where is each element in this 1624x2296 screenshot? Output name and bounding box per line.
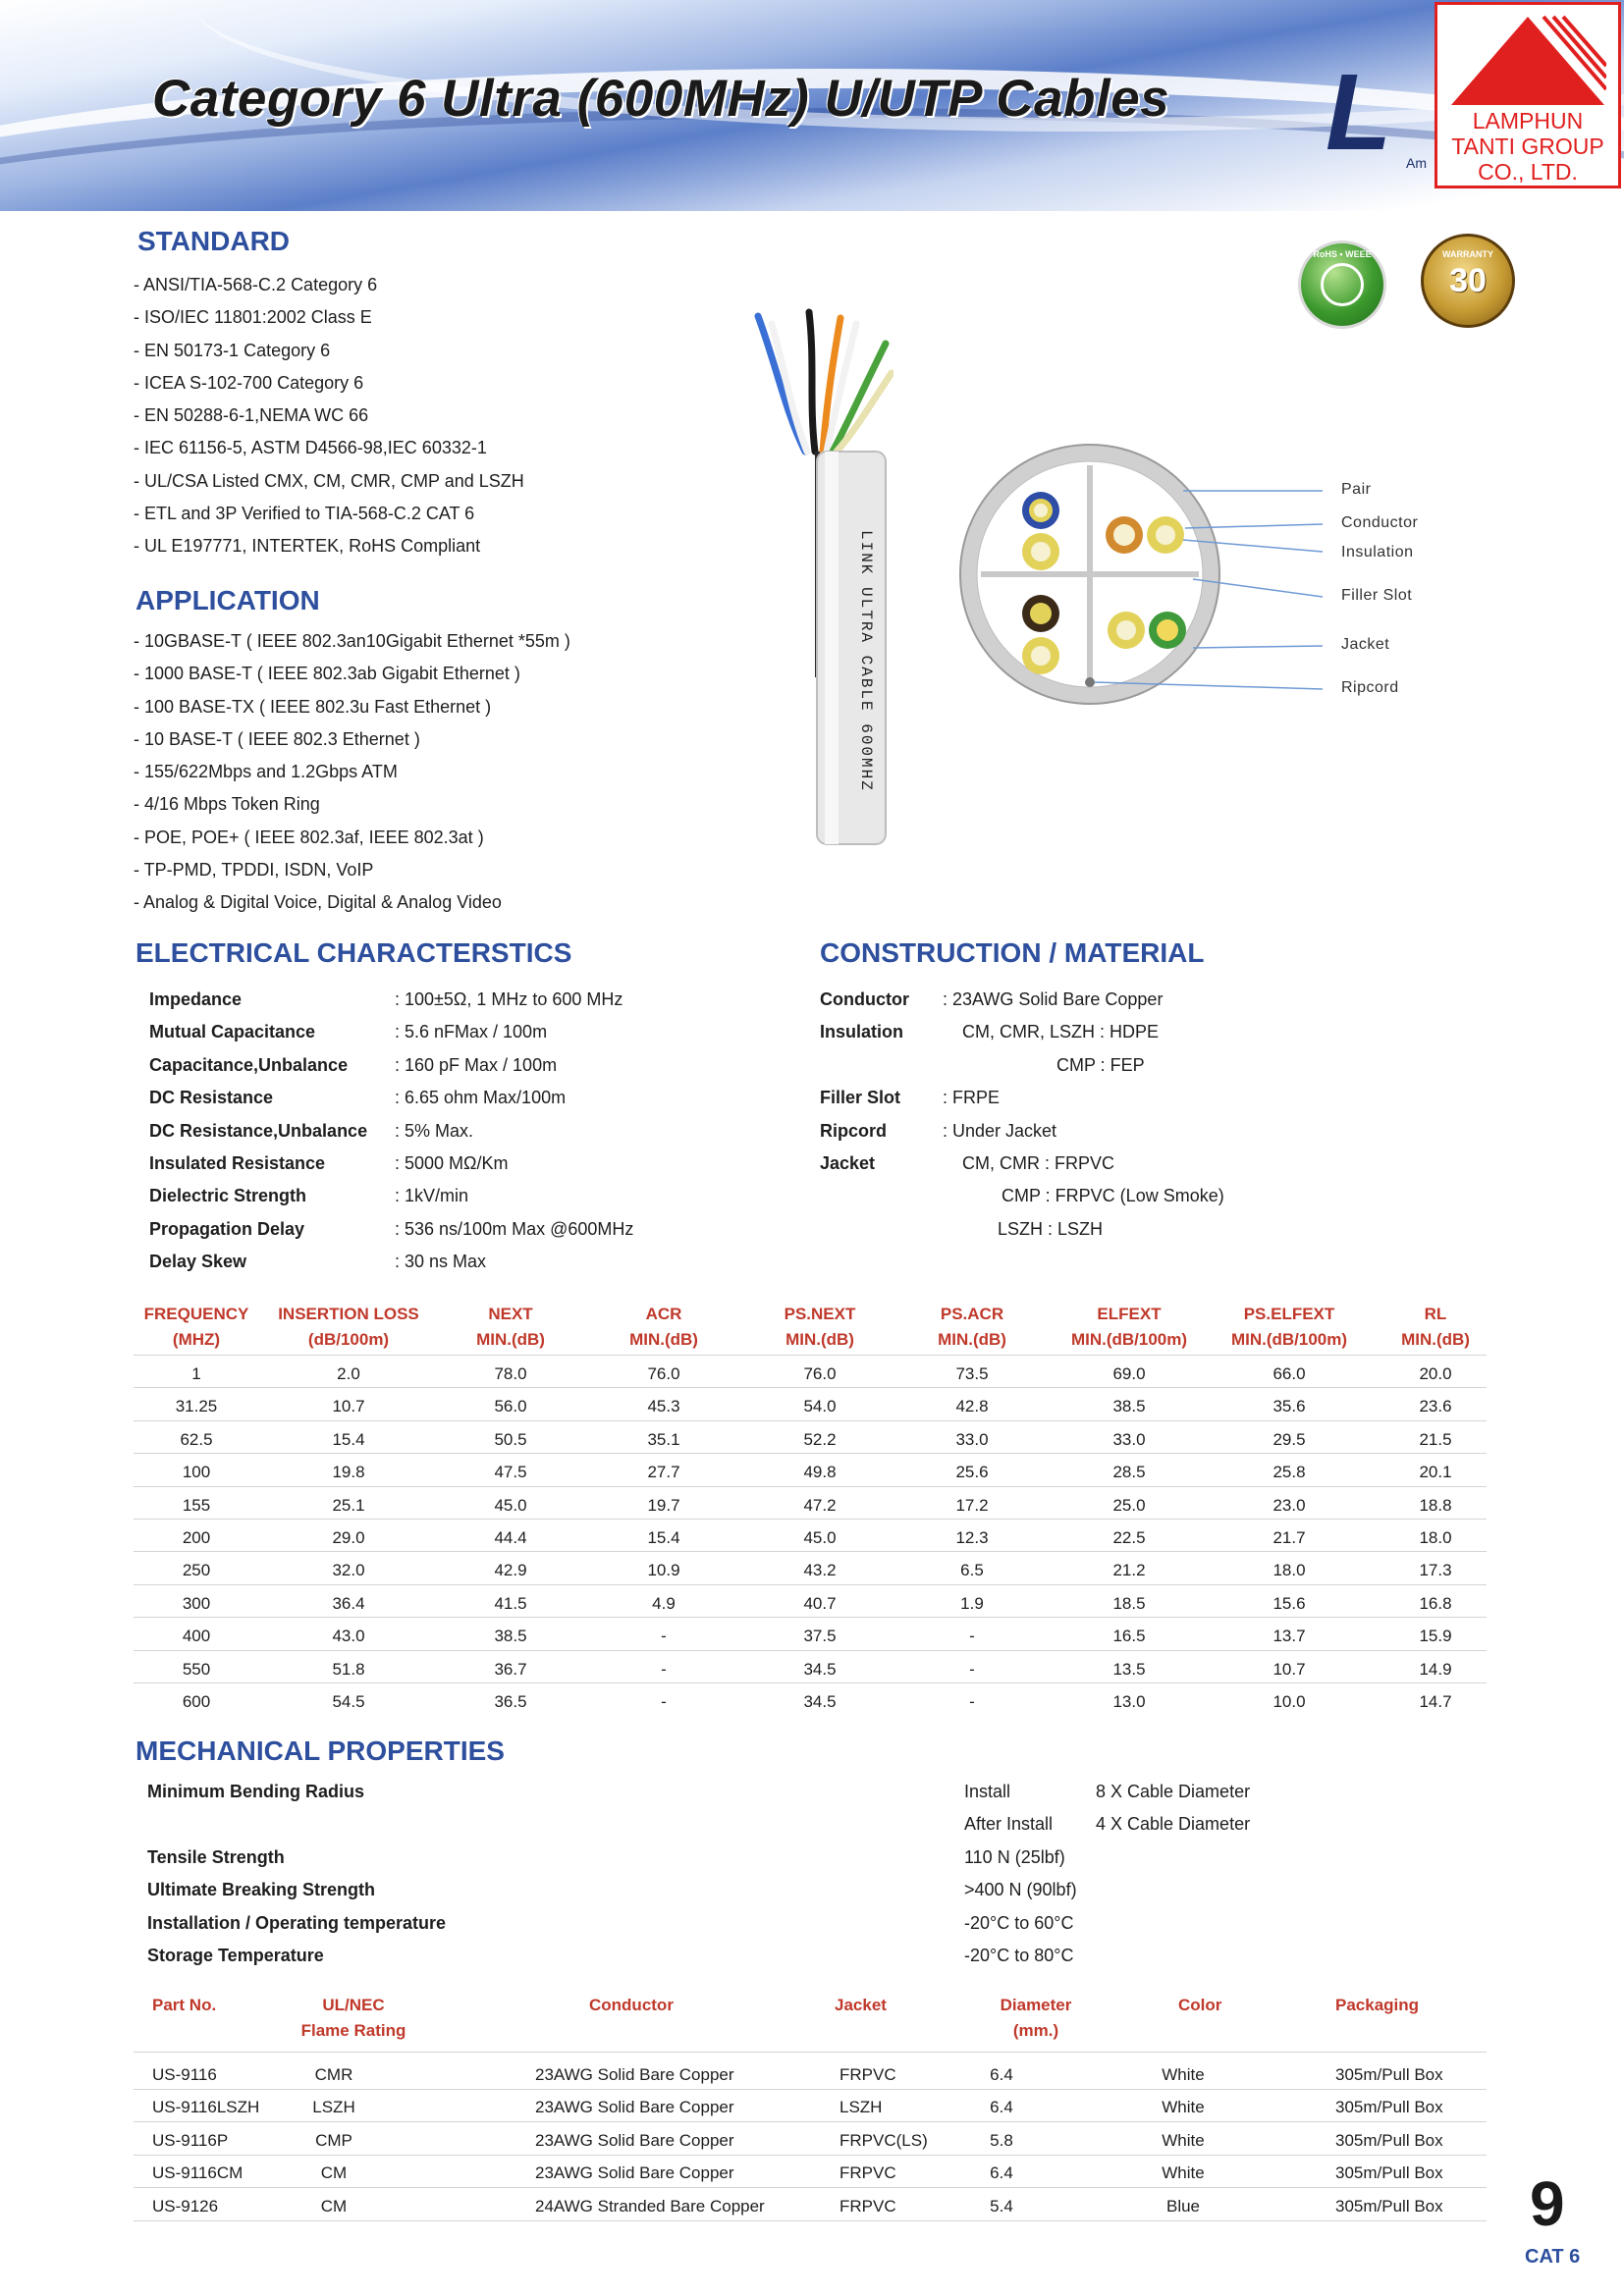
- parts-cell: US-9116: [152, 2065, 217, 2084]
- table-cell: 37.5: [803, 1627, 837, 1646]
- table-row-divider: [134, 1682, 1487, 1683]
- parts-cell: 305m/Pull Box: [1335, 2130, 1443, 2150]
- application-item-text: 1000 BASE-T ( IEEE 802.3ab Gigabit Ethernet ): [144, 664, 520, 684]
- table-header: PS.ELFEXT: [1243, 1305, 1335, 1323]
- company-triangle-icon: [1449, 11, 1606, 107]
- table-row-divider: [134, 1650, 1487, 1651]
- table-cell: 40.7: [803, 1593, 837, 1613]
- standard-title: STANDARD: [137, 226, 291, 256]
- table-cell: 44.4: [494, 1528, 527, 1547]
- warranty-badge: WARRANTY 30: [1421, 234, 1515, 328]
- table-cell: 45.0: [803, 1528, 837, 1547]
- table-row-divider: [134, 1355, 1487, 1356]
- table-cell: 15.4: [332, 1429, 365, 1449]
- parts-cell: 305m/Pull Box: [1335, 2065, 1443, 2084]
- electrical-value: : 100±5Ω, 1 MHz to 600 MHz: [395, 989, 623, 1009]
- mechanical-value-detail: 8 X Cable Diameter: [1096, 1782, 1251, 1801]
- table-cell: -: [661, 1627, 667, 1646]
- standard-item-text: ANSI/TIA-568-C.2 Category 6: [143, 275, 378, 294]
- table-cell: 18.5: [1112, 1593, 1146, 1613]
- table-cell: 21.7: [1272, 1528, 1306, 1547]
- table-cell: 54.0: [803, 1397, 837, 1416]
- parts-cell: LSZH: [312, 2098, 355, 2117]
- table-cell: 2.0: [337, 1364, 360, 1383]
- table-cell: 25.0: [1112, 1495, 1146, 1515]
- electrical-label: Propagation Delay: [149, 1218, 305, 1239]
- table-header-unit: MIN.(dB): [785, 1330, 854, 1349]
- application-item: - 155/622Mbps and 1.2Gbps ATM: [134, 762, 398, 782]
- application-item: - 10 BASE-T ( IEEE 802.3 Ethernet ): [134, 728, 420, 749]
- parts-cell: CM: [320, 2196, 348, 2216]
- table-row-divider: [134, 1584, 1487, 1585]
- standard-item-text: ICEA S-102-700 Category 6: [144, 372, 364, 393]
- table-cell: 1.9: [960, 1593, 984, 1613]
- link-logo: L: [1326, 52, 1392, 173]
- table-cell: 14.7: [1419, 1692, 1452, 1711]
- parts-cell: CM: [320, 2163, 348, 2183]
- table-cell: 32.0: [332, 1561, 365, 1580]
- legend-pair: Pair: [1341, 481, 1372, 498]
- table-header: FREQUENCY: [143, 1305, 249, 1323]
- parts-header: Jacket: [835, 1996, 887, 2014]
- table-cell: 13.7: [1272, 1627, 1306, 1646]
- application-item: - 4/16 Mbps Token Ring: [134, 794, 320, 815]
- parts-cell: White: [1162, 2130, 1205, 2150]
- parts-row-divider: [134, 2155, 1487, 2156]
- table-cell: 28.5: [1112, 1463, 1146, 1482]
- table-row-divider: [134, 1617, 1487, 1618]
- table-cell: 45.0: [494, 1495, 527, 1515]
- page-title: Category 6 Ultra (600MHz) U/UTP Cables: [152, 70, 1170, 128]
- electrical-value: : 5.6 nFMax / 100m: [395, 1022, 548, 1042]
- table-cell: 76.0: [803, 1364, 837, 1383]
- mechanical-value: >400 N (90lbf): [964, 1880, 1077, 1900]
- table-cell: -: [661, 1659, 667, 1679]
- table-cell: 43.0: [332, 1627, 365, 1646]
- construction-value: : Under Jacket: [943, 1120, 1057, 1141]
- table-cell: 10.7: [332, 1397, 365, 1416]
- table-cell: 6.5: [960, 1561, 984, 1580]
- standard-item-text: IEC 61156-5, ASTM D4566-98,IEC 60332-1: [144, 438, 487, 458]
- table-cell: 16.5: [1112, 1627, 1146, 1646]
- table-cell: 62.5: [180, 1429, 213, 1449]
- parts-header: Diameter: [1000, 1996, 1072, 2014]
- mechanical-value-detail: 4 X Cable Diameter: [1096, 1814, 1251, 1835]
- table-cell: 47.5: [494, 1463, 527, 1482]
- parts-cell: 305m/Pull Box: [1335, 2163, 1443, 2183]
- table-cell: 38.5: [494, 1627, 527, 1646]
- legend-jacket: Jacket: [1341, 636, 1390, 653]
- table-header-unit: (dB/100m): [307, 1330, 390, 1349]
- legend-filler-slot: Filler Slot: [1341, 587, 1413, 604]
- application-item-text: 4/16 Mbps Token Ring: [144, 794, 320, 815]
- parts-header-divider: [134, 2052, 1487, 2053]
- parts-header: Conductor: [589, 1996, 674, 2014]
- parts-cell: White: [1162, 2065, 1205, 2084]
- standard-item: - ICEA S-102-700 Category 6: [134, 372, 364, 393]
- parts-header-unit: (mm.): [1012, 2021, 1059, 2040]
- parts-cell: FRPVC: [839, 2065, 896, 2084]
- table-cell: 42.8: [955, 1397, 989, 1416]
- table-header: PS.NEXT: [784, 1305, 856, 1323]
- standard-item-text: EN 50173-1 Category 6: [144, 340, 331, 360]
- parts-cell: 23AWG Solid Bare Copper: [535, 2130, 734, 2150]
- electrical-value: : 5% Max.: [395, 1120, 474, 1141]
- table-header: ACR: [645, 1305, 682, 1323]
- parts-cell: 5.4: [990, 2196, 1013, 2216]
- table-cell: 18.0: [1419, 1528, 1452, 1547]
- mechanical-value: Install: [964, 1782, 1011, 1801]
- table-row-divider: [134, 1486, 1487, 1487]
- table-cell: -: [969, 1692, 975, 1711]
- table-cell: 35.6: [1272, 1397, 1306, 1416]
- table-header: RL: [1424, 1305, 1447, 1323]
- construction-value: LSZH : LSZH: [998, 1218, 1104, 1239]
- electrical-label: DC Resistance,Unbalance: [149, 1120, 368, 1141]
- table-cell: 49.8: [803, 1463, 837, 1482]
- electrical-value: : 6.65 ohm Max/100m: [395, 1088, 567, 1108]
- rohs-badge: RoHS • WEEE: [1298, 240, 1386, 329]
- table-header-unit: (MHZ): [172, 1330, 221, 1349]
- standard-item-text: UL E197771, INTERTEK, RoHS Compliant: [144, 536, 481, 557]
- table-cell: 41.5: [494, 1593, 527, 1613]
- electrical-value: : 5000 MΩ/Km: [395, 1153, 509, 1173]
- table-cell: 78.0: [494, 1364, 527, 1383]
- table-header-unit: MIN.(dB): [476, 1330, 545, 1349]
- table-cell: 22.5: [1112, 1528, 1146, 1547]
- table-cell: -: [661, 1692, 667, 1711]
- parts-row-divider: [134, 2220, 1487, 2221]
- table-cell: 12.3: [955, 1528, 989, 1547]
- mechanical-value: -20°C to 80°C: [964, 1946, 1074, 1965]
- table-cell: 25.6: [955, 1463, 989, 1482]
- application-item-text: TP-PMD, TPDDI, ISDN, VoIP: [143, 860, 374, 881]
- table-header-unit: MIN.(dB/100m): [1070, 1330, 1188, 1349]
- parts-cell: 23AWG Solid Bare Copper: [535, 2163, 734, 2183]
- table-cell: 20.1: [1419, 1463, 1452, 1482]
- application-item-text: 155/622Mbps and 1.2Gbps ATM: [144, 762, 398, 782]
- application-item-text: 10 BASE-T ( IEEE 802.3 Ethernet ): [144, 728, 420, 749]
- application-item: - TP-PMD, TPDDI, ISDN, VoIP: [134, 860, 374, 881]
- construction-value: CMP : FEP: [1056, 1054, 1145, 1075]
- standard-item-text: EN 50288-6-1,NEMA WC 66: [144, 405, 369, 426]
- table-header-unit: MIN.(dB): [938, 1330, 1006, 1349]
- parts-cell: 6.4: [990, 2098, 1013, 2117]
- standard-item: - ANSI/TIA-568-C.2 Category 6: [134, 275, 378, 294]
- link-logo-subtext: Am: [1406, 155, 1427, 171]
- table-cell: 300: [182, 1593, 211, 1613]
- electrical-value: : 160 pF Max / 100m: [395, 1054, 558, 1075]
- table-cell: 23.0: [1272, 1495, 1306, 1515]
- electrical-value: : 30 ns Max: [395, 1252, 487, 1272]
- page-section: CAT 6: [1525, 2246, 1581, 2268]
- table-cell: 18.8: [1419, 1495, 1452, 1515]
- parts-row-divider: [134, 2121, 1487, 2122]
- application-item: - 100 BASE-TX ( IEEE 802.3u Fast Ethernet ): [134, 696, 492, 717]
- table-cell: 15.4: [647, 1528, 680, 1547]
- electrical-label: Dielectric Strength: [149, 1186, 307, 1206]
- table-cell: 69.0: [1112, 1364, 1146, 1383]
- construction-label: Jacket: [820, 1153, 876, 1173]
- table-cell: 66.0: [1272, 1364, 1306, 1383]
- parts-cell: FRPVC(LS): [839, 2130, 928, 2150]
- table-cell: 27.7: [647, 1463, 680, 1482]
- standard-item: - EN 50173-1 Category 6: [134, 340, 331, 360]
- construction-label: Filler Slot: [820, 1088, 901, 1108]
- parts-header-unit: Flame Rating: [300, 2021, 406, 2040]
- table-cell: 400: [182, 1627, 211, 1646]
- table-cell: 550: [182, 1659, 211, 1679]
- company-logo-box: [1435, 2, 1621, 188]
- table-row-divider: [134, 1519, 1487, 1520]
- table-cell: 17.2: [955, 1495, 989, 1515]
- application-item-text: 100 BASE-TX ( IEEE 802.3u Fast Ethernet ): [144, 696, 492, 717]
- parts-cell: US-9126: [152, 2196, 219, 2216]
- parts-cell: CMP: [315, 2130, 352, 2150]
- table-row-divider: [134, 1551, 1487, 1552]
- table-cell: 15.6: [1272, 1593, 1306, 1613]
- application-title: APPLICATION: [135, 585, 320, 615]
- table-cell: 25.8: [1272, 1463, 1306, 1482]
- application-item: - 1000 BASE-T ( IEEE 802.3ab Gigabit Ethernet ): [134, 664, 520, 684]
- parts-cell: US-9116CM: [152, 2163, 244, 2183]
- electrical-label: Insulated Resistance: [149, 1153, 326, 1173]
- table-cell: 25.1: [332, 1495, 365, 1515]
- parts-cell: 23AWG Solid Bare Copper: [535, 2098, 734, 2117]
- table-cell: -: [969, 1627, 975, 1646]
- standard-item: - IEC 61156-5, ASTM D4566-98,IEC 60332-1: [134, 438, 487, 458]
- table-cell: 13.0: [1112, 1692, 1146, 1711]
- standard-item: - ISO/IEC 11801:2002 Class E: [134, 307, 372, 328]
- parts-cell: 5.8: [990, 2130, 1013, 2150]
- table-cell: 100: [182, 1463, 211, 1482]
- construction-value: : 23AWG Solid Bare Copper: [943, 989, 1164, 1009]
- parts-header: Packaging: [1335, 1996, 1420, 2014]
- table-cell: 35.1: [647, 1429, 680, 1449]
- electrical-label: Mutual Capacitance: [149, 1022, 316, 1042]
- parts-cell: US-9116LSZH: [152, 2098, 260, 2117]
- table-cell: 15.9: [1419, 1627, 1452, 1646]
- table-header: INSERTION LOSS: [278, 1305, 419, 1323]
- table-cell: 29.0: [332, 1528, 365, 1547]
- table-cell: 21.5: [1419, 1429, 1452, 1449]
- table-cell: 36.4: [332, 1593, 365, 1613]
- table-header-unit: MIN.(dB/100m): [1230, 1330, 1348, 1349]
- table-cell: 200: [182, 1528, 211, 1547]
- cable-print-text: LINK ULTRA CABLE 600MHZ: [857, 530, 875, 792]
- mechanical-label: Storage Temperature: [147, 1946, 324, 1965]
- application-item: - Analog & Digital Voice, Digital & Analog Video: [134, 892, 502, 913]
- parts-header: UL/NEC: [322, 1996, 385, 2014]
- construction-value: CM, CMR : FRPVC: [962, 1153, 1114, 1173]
- electrical-value: : 1kV/min: [395, 1186, 469, 1206]
- table-row-divider: [134, 1453, 1487, 1454]
- standard-list: [134, 269, 524, 563]
- table-cell: 10.9: [647, 1561, 680, 1580]
- standard-item: - ETL and 3P Verified to TIA-568-C.2 CAT 6: [134, 504, 475, 524]
- table-cell: 76.0: [647, 1364, 680, 1383]
- table-cell: 51.8: [332, 1659, 365, 1679]
- mechanical-label: Ultimate Breaking Strength: [147, 1880, 376, 1900]
- table-cell: 36.7: [494, 1659, 527, 1679]
- table-cell: 1: [191, 1364, 201, 1383]
- parts-cell: CMR: [314, 2065, 353, 2084]
- table-cell: 34.5: [803, 1692, 837, 1711]
- globe-icon: [1321, 263, 1364, 306]
- table-cell: 52.2: [803, 1429, 837, 1449]
- table-header: NEXT: [488, 1305, 533, 1323]
- table-cell: 10.7: [1272, 1659, 1306, 1679]
- standard-item-text: ISO/IEC 11801:2002 Class E: [144, 307, 372, 328]
- parts-cell: US-9116P: [152, 2130, 229, 2150]
- legend-insulation: Insulation: [1341, 544, 1414, 561]
- table-cell: 29.5: [1272, 1429, 1306, 1449]
- standard-item-text: UL/CSA Listed CMX, CM, CMR, CMP and LSZH: [144, 470, 524, 491]
- parts-cell: 23AWG Solid Bare Copper: [535, 2065, 734, 2084]
- parts-cell: FRPVC: [839, 2163, 896, 2183]
- electrical-value: : 536 ns/100m Max @600MHz: [395, 1218, 634, 1239]
- table-cell: 31.25: [175, 1397, 218, 1416]
- parts-cell: FRPVC: [839, 2196, 896, 2216]
- table-cell: 4.9: [652, 1593, 676, 1613]
- table-cell: 17.3: [1419, 1561, 1452, 1580]
- legend-ripcord: Ripcord: [1341, 679, 1399, 696]
- table-cell: 23.6: [1419, 1397, 1452, 1416]
- table-row-divider: [134, 1420, 1487, 1421]
- construction-label: Conductor: [820, 989, 909, 1009]
- electrical-label: Impedance: [149, 989, 243, 1009]
- table-cell: 73.5: [955, 1364, 989, 1383]
- construction-label: Ripcord: [820, 1120, 888, 1141]
- table-cell: 45.3: [647, 1397, 680, 1416]
- application-item-text: Analog & Digital Voice, Digital & Analog Video: [143, 892, 502, 913]
- mechanical-label: Tensile Strength: [147, 1846, 285, 1867]
- table-cell: 600: [182, 1692, 211, 1711]
- mechanical-label: Minimum Bending Radius: [147, 1782, 365, 1801]
- table-cell: 42.9: [494, 1561, 527, 1580]
- cable-cross-section: [957, 442, 1566, 717]
- table-cell: 14.9: [1419, 1659, 1452, 1679]
- table-cell: -: [969, 1659, 975, 1679]
- standard-item: - EN 50288-6-1,NEMA WC 66: [134, 405, 369, 426]
- cable-image: [746, 304, 893, 854]
- table-cell: 33.0: [1112, 1429, 1146, 1449]
- table-cell: 33.0: [955, 1429, 989, 1449]
- parts-header: Color: [1178, 1996, 1222, 2014]
- table-cell: 16.8: [1419, 1593, 1452, 1613]
- parts-header: Part No.: [152, 1996, 217, 2014]
- construction-value: CMP : FRPVC (Low Smoke): [1001, 1186, 1224, 1206]
- application-item-text: POE, POE+ ( IEEE 802.3af, IEEE 802.3at ): [144, 827, 484, 847]
- mechanical-value: -20°C to 60°C: [964, 1912, 1074, 1933]
- table-cell: 34.5: [803, 1659, 837, 1679]
- table-cell: 38.5: [1112, 1397, 1146, 1416]
- table-cell: 50.5: [494, 1429, 527, 1449]
- construction-value: CM, CMR, LSZH : HDPE: [962, 1022, 1160, 1042]
- parts-cell: 305m/Pull Box: [1335, 2098, 1443, 2117]
- construction-label: Insulation: [820, 1022, 903, 1042]
- application-item: - 10GBASE-T ( IEEE 802.3an10Gigabit Ethernet *55m ): [134, 631, 570, 651]
- table-cell: 20.0: [1419, 1364, 1452, 1383]
- table-header: ELFEXT: [1097, 1305, 1162, 1323]
- table-cell: 21.2: [1112, 1561, 1146, 1580]
- table-cell: 13.5: [1112, 1659, 1146, 1679]
- standard-item: - UL/CSA Listed CMX, CM, CMR, CMP and LSZH: [134, 470, 524, 491]
- table-cell: 36.5: [494, 1692, 527, 1711]
- table-cell: 56.0: [494, 1397, 527, 1416]
- page-number: 9: [1530, 2168, 1565, 2239]
- parts-cell: 6.4: [990, 2163, 1013, 2183]
- application-item-text: 10GBASE-T ( IEEE 802.3an10Gigabit Ethernet *55m ): [144, 631, 570, 651]
- parts-cell: 6.4: [990, 2065, 1013, 2084]
- parts-cell: 24AWG Stranded Bare Copper: [535, 2196, 765, 2216]
- mechanical-title: MECHANICAL PROPERTIES: [135, 1735, 505, 1766]
- application-list: [134, 625, 570, 920]
- table-header: PS.ACR: [940, 1305, 1004, 1323]
- parts-cell: White: [1162, 2098, 1205, 2117]
- mechanical-label: Installation / Operating temperature: [147, 1912, 447, 1933]
- electrical-label: Delay Skew: [149, 1252, 247, 1272]
- parts-row-divider: [134, 2187, 1487, 2188]
- table-header-unit: MIN.(dB): [629, 1330, 698, 1349]
- parts-cell: LSZH: [839, 2098, 883, 2117]
- electrical-label: Capacitance,Unbalance: [149, 1054, 349, 1075]
- parts-cell: 305m/Pull Box: [1335, 2196, 1443, 2216]
- application-item: - POE, POE+ ( IEEE 802.3af, IEEE 802.3at ): [134, 827, 484, 847]
- electrical-title: ELECTRICAL CHARACTERSTICS: [135, 937, 572, 968]
- construction-value: : FRPE: [943, 1088, 1001, 1108]
- mechanical-value: After Install: [964, 1814, 1054, 1835]
- company-name: LAMPHUN TANTI GROUP CO., LTD.: [1451, 108, 1604, 185]
- mechanical-value: 110 N (25lbf): [964, 1846, 1065, 1867]
- table-cell: 18.0: [1272, 1561, 1306, 1580]
- table-header-unit: MIN.(dB): [1401, 1330, 1470, 1349]
- table-cell: 10.0: [1272, 1692, 1306, 1711]
- table-row-divider: [134, 1387, 1487, 1388]
- parts-cell: Blue: [1165, 2196, 1201, 2216]
- table-cell: 19.7: [647, 1495, 680, 1515]
- legend-conductor: Conductor: [1341, 514, 1419, 531]
- construction-title: CONSTRUCTION / MATERIAL: [820, 937, 1205, 968]
- table-cell: 250: [182, 1561, 211, 1580]
- electrical-label: DC Resistance: [149, 1088, 274, 1108]
- table-cell: 54.5: [332, 1692, 365, 1711]
- standard-item: - UL E197771, INTERTEK, RoHS Compliant: [134, 536, 481, 557]
- standard-item-text: ETL and 3P Verified to TIA-568-C.2 CAT 6: [144, 504, 475, 524]
- table-cell: 155: [182, 1495, 211, 1515]
- table-cell: 43.2: [803, 1561, 837, 1580]
- parts-row-divider: [134, 2089, 1487, 2090]
- table-cell: 47.2: [803, 1495, 837, 1515]
- parts-cell: White: [1162, 2163, 1205, 2183]
- table-cell: 19.8: [332, 1463, 365, 1482]
